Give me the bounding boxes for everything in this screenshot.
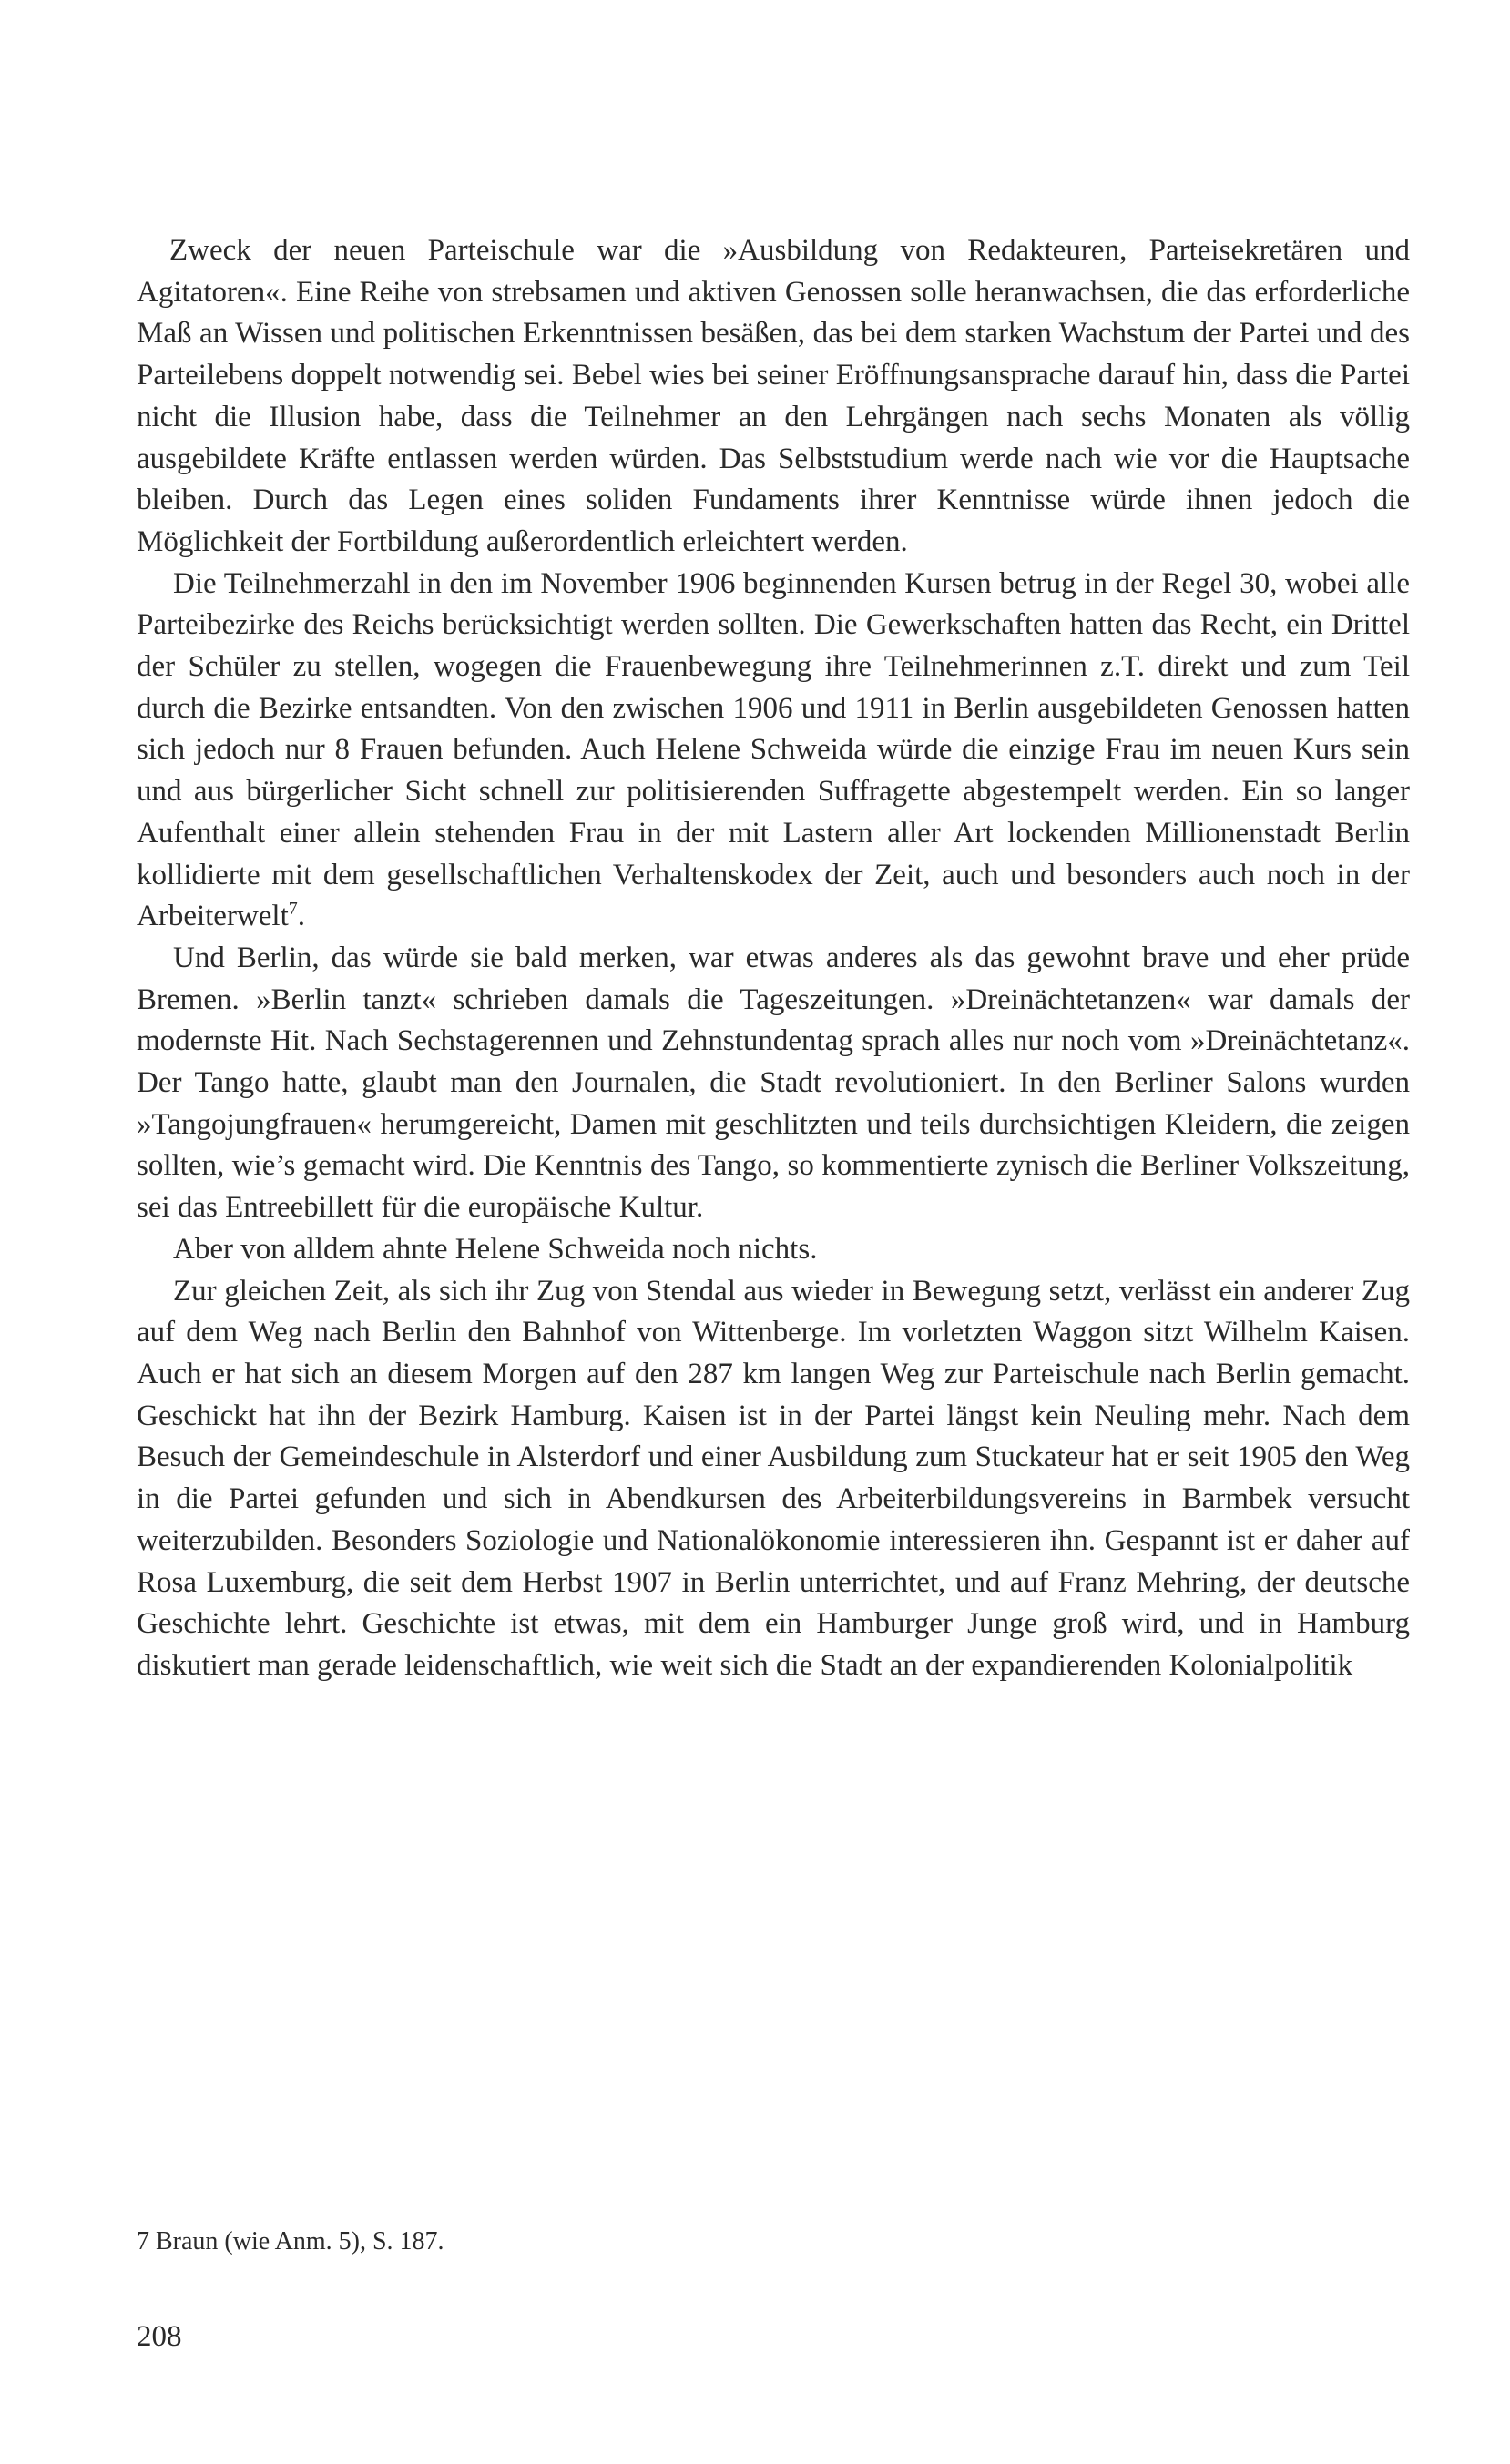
page-number: 208 bbox=[137, 2320, 182, 2353]
footnote: 7 Braun (wie Anm. 5), S. 187. bbox=[137, 2227, 444, 2255]
body-text bbox=[137, 230, 1410, 1687]
footnote-reference: 7 bbox=[288, 899, 298, 920]
paragraph-3: Und Berlin, das würde sie bald merken, war etwas anderes als das gewohnt brave und eher prüde Bremen. »Berlin tanzt« schrieben damals die Tageszeitungen. »Dreinächtetanzen« war damals der modernste Hit. Nach Sechstagerennen und Zehnstundentag sprach alles nur noch vom »Dreinächtetanz«. Der Tango hatte, glaubt man den Journalen, die Stadt revolutioniert. In den Berliner Salons wurden »Tangojungfrauen« herumgereicht, Damen mit geschlitzten und teils durchsichtigen Kleidern, die zeigen sollten, wie’s gemacht wird. Die Kenntnis des Tango, so kommentierte zynisch die Berliner Volkszeitung, sei das Entreebillett für die europäische Kultur. bbox=[137, 941, 1410, 1225]
paragraph-5: Zur gleichen Zeit, als sich ihr Zug von Stendal aus wieder in Bewegung setzt, verlässt ein anderer Zug auf dem Weg nach Berlin den Bahnhof von Wittenberge. Im vorletzten Waggon sitzt Wilhelm Kaisen. Auch er hat sich an diesem Morgen auf den 287 km langen Weg zur Parteischule nach Berlin gemacht. Geschickt hat ihn der Bezirk Hamburg. Kaisen ist in der Partei längst kein Neuling mehr. Nach dem Besuch der Gemeindeschule in Alsterdorf und einer Ausbildung zum Stuckateur hat er seit 1905 den Weg in die Partei gefunden und sich in Abendkursen des Arbeiterbildungsvereins in Barmbek versucht weiterzubilden. Besonders Soziologie und Nationalökonomie interessieren ihn. Gespannt ist er daher auf Rosa Luxemburg, die seit dem Herbst 1907 in Berlin unterrichtet, und auf Franz Mehring, der deutsche Geschichte lehrt. Geschichte ist etwas, mit dem ein Hamburger Junge groß wird, und in Hamburg diskutiert man gerade leidenschaftlich, wie weit sich die Stadt an der expandierenden Kolonialpolitik bbox=[137, 1274, 1410, 1682]
paragraph-4: Aber von alldem ahnte Helene Schweida noch nichts. bbox=[173, 1232, 818, 1266]
footnote-reference-punctuation: . bbox=[297, 900, 306, 933]
paragraph-1: Zweck der neuen Parteischule war die »Ausbildung von Redakteuren, Parteisekretären und Agitatoren«. Eine Reihe von strebsamen und aktiven Genossen solle heranwachsen, die das erforderliche Maß an Wissen und politischen Erkenntnissen besäßen, das bei dem starken Wachstum der Partei und des Parteilebens doppelt notwendig sei. Bebel wies bei seiner Eröffnungsansprache darauf hin, dass die Partei nicht die Illusion habe, dass die Teilnehmer an den Lehrgängen nach sechs Monaten als völlig ausgebildete Kräfte entlassen werden würden. Das Selbststudium werde nach wie vor die Hauptsache bleiben. Durch das Legen eines soliden Fundaments ihrer Kenntnisse würde ihnen jedoch die Möglichkeit der Fortbildung außerordentlich erleichtert werden. bbox=[137, 234, 1410, 558]
paragraph-2-text: Die Teilnehmerzahl in den im November 1906 beginnenden Kursen betrug in der Regel 30, wobei alle Parteibezirke des Reichs berücksichtigt werden sollten. Die Gewerkschaften hatten das Recht, ein Drittel der Schüler zu stellen, wogegen die Frauenbewegung ihre Teilnehmerinnen z.T. direkt und zum Teil durch die Bezirke entsandten. Von den zwischen 1906 und 1911 in Berlin ausgebildeten Genossen hatten sich jedoch nur 8 Frauen befunden. Auch Helene Schweida würde die einzige Frau im neuen Kurs sein und aus bürgerlicher Sicht schnell zur politisierenden Suffragette abgestempelt werden. Ein so langer Aufenthalt einer allein stehenden Frau in der mit Lastern aller Art lockenden Millionenstadt Berlin kollidierte mit dem gesellschaftlichen Verhaltenskodex der Zeit, auch und besonders auch noch in der Arbeiterwelt bbox=[137, 566, 1410, 933]
paragraph-2 bbox=[137, 564, 1410, 938]
